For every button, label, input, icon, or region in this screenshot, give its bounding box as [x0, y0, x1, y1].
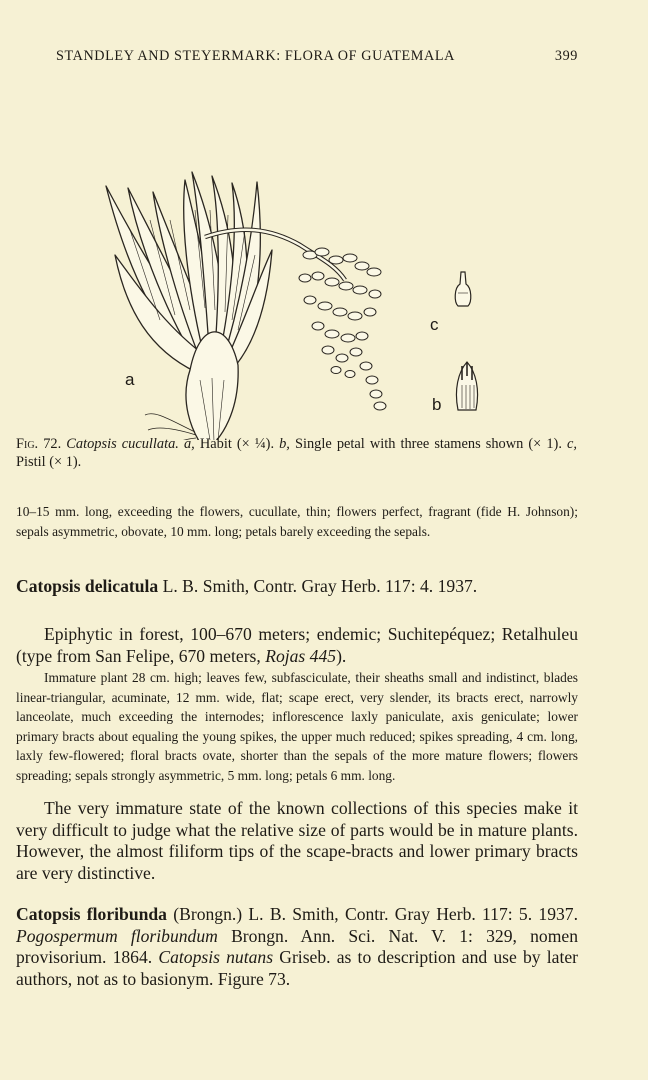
delicatula-habitat: [16, 624, 578, 667]
page-number: 399: [554, 48, 578, 64]
collector-citation: Rojas 445: [265, 645, 337, 666]
delicatula-note: The very immature state of the known collections of this species make it very difficult to judge what the relative size of parts would be in mature plants. However, the almost filiform tips of the scape-bracts and lower primary bracts are very distinctive.: [16, 798, 578, 883]
caption-fig-label: Fig. 72.: [16, 436, 62, 452]
caption-a-text: Habit (× ¼).: [194, 436, 280, 452]
floribunda-citation-2: Brongn. Ann. Sci. Nat. V. 1: 329, nomen provisorium. 1864.: [16, 925, 578, 967]
label-c: c: [430, 315, 439, 334]
caption-c-label: c,: [567, 436, 578, 452]
habitat-text: Epiphytic in forest, 100–670 meters; endemic; Suchitepéquez; Retalhuleu (type from San Felipe, 670 meters,: [16, 624, 578, 666]
caption-b-text: Single petal with three stamens shown (× 1).: [289, 436, 568, 452]
floribunda-synonym-2: Catopsis nutans: [158, 947, 274, 967]
delicatula-citation: L. B. Smith, Contr. Gray Herb. 117: 4. 1937.: [158, 576, 478, 596]
habitat-end: ).: [336, 645, 347, 666]
caption-c-text: Pistil (× 1).: [16, 454, 82, 470]
botanical-drawing: [0, 80, 648, 440]
floribunda-synonym-1: Pogospermum floribundum: [16, 925, 218, 946]
figure-caption: [16, 435, 577, 471]
header-title: STANDLEY AND STEYERMARK: FLORA OF GUATEMALA: [56, 48, 455, 64]
floribunda-citation-1: (Brongn.) L. B. Smith, Contr. Gray Herb. 117: 5. 1937.: [166, 904, 578, 924]
floribunda-entry: [16, 904, 578, 990]
delicatula-description: Immature plant 28 cm. high; leaves few, subfasciculate, their sheaths small and indistinct, blades linear-triangular, acuminate, 12 mm. wide, flat; scape erect, very slender, its bracts erect, narrowly lanceolate, much exceeding the internodes; inflorescence laxly paniculate, axis geniculate; lower primary bracts about equaling the young spikes, the upper much reduced; spikes spreading, 4 cm. long, laxly few-flowered; floral bracts ovate, shorter than the sepals of the more mature flowers; flowers spreading; sepals strongly asymmetric, 5 mm. long; petals 6 mm. long.: [16, 670, 578, 783]
label-b: b: [432, 395, 442, 414]
continuation-paragraph: 10–15 mm. long, exceeding the flowers, cucullate, thin; flowers perfect, fragrant (fide H. Johnson); sepals asymmetric, obovate, 10 mm. long; petals barely exceeding the sepals.: [16, 504, 578, 539]
floribunda-citation-3: Griseb. as to description and use by later authors, not as to basionym. Figure 73.: [16, 947, 578, 989]
caption-species: Catopsis cucullata.: [66, 436, 179, 452]
delicatula-heading: [16, 576, 578, 598]
figure-72-illustration: [0, 80, 648, 440]
label-a: a: [125, 370, 135, 389]
caption-a-label: a,: [183, 436, 195, 452]
species-name-floribunda: Catopsis floribunda: [16, 904, 167, 924]
caption-b-label: b,: [279, 436, 290, 452]
running-header: [56, 48, 578, 65]
species-name-delicatula: Catopsis delicatula: [16, 576, 159, 596]
